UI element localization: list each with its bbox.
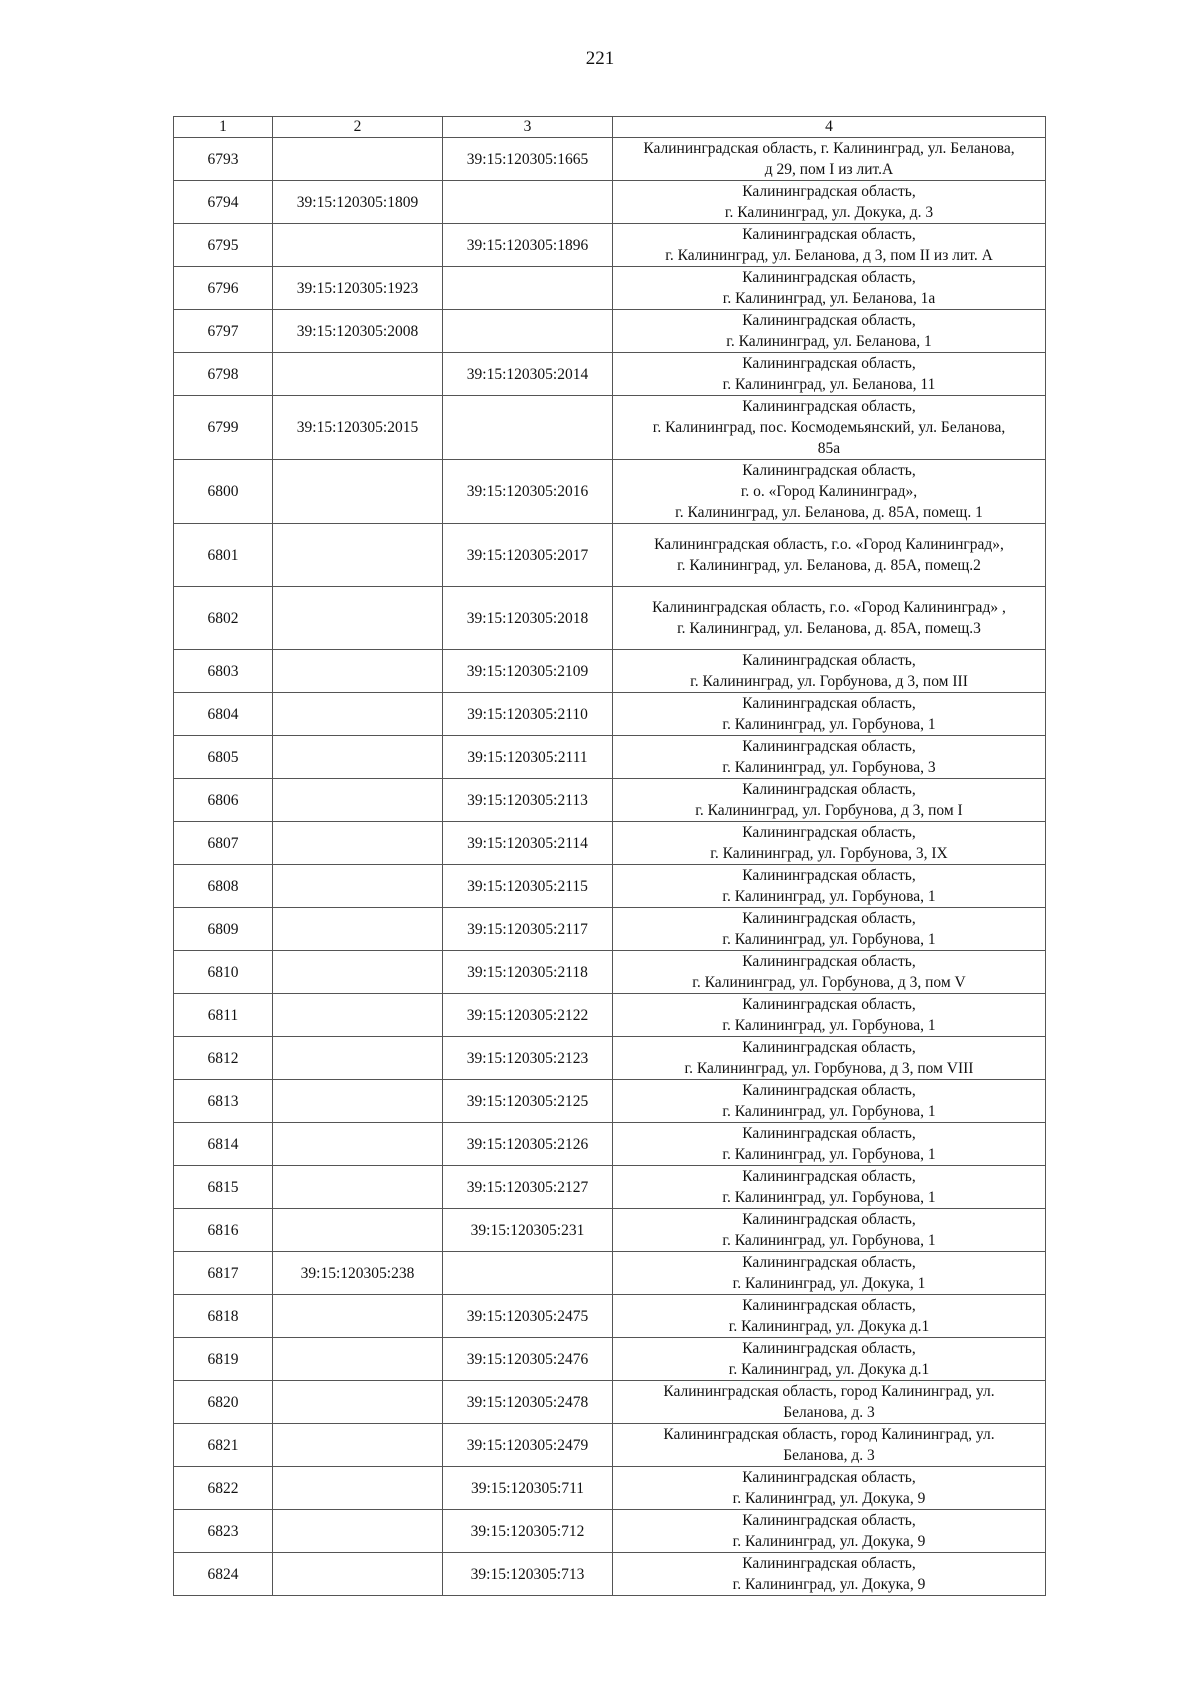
row-number: 6810	[174, 951, 273, 994]
table-row	[174, 1252, 1046, 1295]
cadastral-number-col2: 39:15:120305:1809	[273, 181, 443, 224]
table-row	[174, 1510, 1046, 1553]
address-line: Калининградская область,	[742, 1168, 916, 1185]
address-line: г. Калининград, ул. Беланова, 11	[722, 376, 936, 393]
address-line: г. Калининград, ул. Докука, 9	[732, 1533, 926, 1550]
address-line: Калининградская область,	[742, 1469, 916, 1486]
cadastral-number-col2	[273, 693, 443, 736]
address-line: г. Калининград, ул. Горбунова, д 3, пом VIII	[684, 1060, 974, 1077]
cadastral-number-col3	[443, 267, 613, 310]
table-row	[174, 865, 1046, 908]
address-line: Калининградская область, город Калининград, ул.	[663, 1383, 995, 1400]
cadastral-number-col3: 39:15:120305:2125	[443, 1080, 613, 1123]
cadastral-number-col3: 39:15:120305:2113	[443, 779, 613, 822]
address-cell	[613, 224, 1046, 267]
cadastral-number-col2	[273, 951, 443, 994]
cadastral-number-col3: 39:15:120305:2018	[443, 587, 613, 650]
table-row	[174, 736, 1046, 779]
address-line: Калининградская область,	[742, 953, 916, 970]
cadastral-number-col2	[273, 224, 443, 267]
address-cell	[613, 1510, 1046, 1553]
header-col-3: 3	[443, 117, 613, 138]
row-number: 6803	[174, 650, 273, 693]
cadastral-number-col3: 39:15:120305:2114	[443, 822, 613, 865]
row-number: 6811	[174, 994, 273, 1037]
address-line: Калининградская область,	[742, 1125, 916, 1142]
table-row	[174, 587, 1046, 650]
address-cell	[613, 1424, 1046, 1467]
address-cell	[613, 310, 1046, 353]
address-cell	[613, 267, 1046, 310]
table-row	[174, 1209, 1046, 1252]
address-cell	[613, 1553, 1046, 1596]
address-line: г. Калининград, ул. Горбунова, 1	[722, 716, 936, 733]
address-cell	[613, 1037, 1046, 1080]
address-line: г. Калининград, ул. Горбунова, д 3, пом III	[690, 673, 968, 690]
address-cell	[613, 1338, 1046, 1381]
row-number: 6819	[174, 1338, 273, 1381]
row-number: 6806	[174, 779, 273, 822]
table-row	[174, 693, 1046, 736]
table-row	[174, 908, 1046, 951]
cadastral-number-col2	[273, 865, 443, 908]
table-row	[174, 267, 1046, 310]
cadastral-number-col2: 39:15:120305:1923	[273, 267, 443, 310]
address-line: Калининградская область,	[742, 462, 916, 479]
address-line: г. Калининград, ул. Беланова, д. 85А, помещ. 1	[675, 504, 983, 521]
address-cell	[613, 736, 1046, 779]
address-line: Калининградская область,	[742, 781, 916, 798]
address-cell	[613, 1252, 1046, 1295]
cadastral-number-col2	[273, 524, 443, 587]
address-line: Калининградская область,	[742, 355, 916, 372]
table-row	[174, 1123, 1046, 1166]
cadastral-number-col2	[273, 353, 443, 396]
address-line: г. Калининград, ул. Горбунова, д 3, пом V	[692, 974, 966, 991]
cadastral-number-col2	[273, 1338, 443, 1381]
row-number: 6822	[174, 1467, 273, 1510]
row-number: 6795	[174, 224, 273, 267]
cadastral-number-col2	[273, 736, 443, 779]
row-number: 6802	[174, 587, 273, 650]
address-line: г. Калининград, ул. Беланова, д 3, пом II из лит. А	[665, 247, 993, 264]
table-row	[174, 650, 1046, 693]
address-line: Калининградская область,	[742, 1512, 916, 1529]
address-line: г. Калининград, ул. Горбунова, 1	[722, 931, 936, 948]
cadastral-number-col2	[273, 460, 443, 524]
address-line: Калининградская область,	[742, 867, 916, 884]
cadastral-number-col2	[273, 822, 443, 865]
address-line: г. Калининград, ул. Докука д.1	[728, 1361, 930, 1378]
cadastral-number-col3: 39:15:120305:711	[443, 1467, 613, 1510]
address-line: г. Калининград, ул. Горбунова, 1	[722, 888, 936, 905]
cadastral-number-col2: 39:15:120305:2015	[273, 396, 443, 460]
address-line: Калининградская область,	[742, 1254, 916, 1271]
address-line: Калининградская область,	[742, 996, 916, 1013]
cadastral-number-col2	[273, 1467, 443, 1510]
address-cell	[613, 779, 1046, 822]
table-body	[174, 138, 1046, 1596]
cadastral-number-col3: 39:15:120305:2478	[443, 1381, 613, 1424]
cadastral-number-col2	[273, 650, 443, 693]
row-number: 6815	[174, 1166, 273, 1209]
address-line: г. Калининград, ул. Беланова, 1	[726, 333, 932, 350]
cadastral-number-col3: 39:15:120305:2118	[443, 951, 613, 994]
cadastral-number-col3: 39:15:120305:2126	[443, 1123, 613, 1166]
cadastral-number-col3: 39:15:120305:2111	[443, 736, 613, 779]
address-line: г. Калининград, ул. Докука, 9	[732, 1490, 926, 1507]
address-line: г. Калининград, ул. Докука, 9	[732, 1576, 926, 1593]
cadastral-number-col3	[443, 310, 613, 353]
cadastral-number-col2	[273, 1510, 443, 1553]
address-line: г. Калининград, ул. Горбунова, д 3, пом I	[695, 802, 963, 819]
table-row	[174, 224, 1046, 267]
table-row	[174, 310, 1046, 353]
address-cell	[613, 951, 1046, 994]
cadastral-number-col3: 39:15:120305:2475	[443, 1295, 613, 1338]
table-row	[174, 779, 1046, 822]
address-line: г. о. «Город Калининград»,	[740, 483, 918, 500]
address-line: Калининградская область,	[742, 269, 916, 286]
row-number: 6816	[174, 1209, 273, 1252]
cadastral-number-col3: 39:15:120305:231	[443, 1209, 613, 1252]
table-row	[174, 822, 1046, 865]
address-cell	[613, 460, 1046, 524]
cadastral-number-col2: 39:15:120305:2008	[273, 310, 443, 353]
address-line: Калининградская область,	[742, 1555, 916, 1572]
row-number: 6820	[174, 1381, 273, 1424]
table-row	[174, 1166, 1046, 1209]
row-number: 6823	[174, 1510, 273, 1553]
address-line: г. Калининград, ул. Горбунова, 1	[722, 1146, 936, 1163]
header-col-2: 2	[273, 117, 443, 138]
address-line: г. Калининград, ул. Горбунова, 1	[722, 1017, 936, 1034]
address-line: г. Калининград, ул. Горбунова, 1	[722, 1232, 936, 1249]
row-number: 6804	[174, 693, 273, 736]
address-cell	[613, 1123, 1046, 1166]
address-line: г. Калининград, ул. Беланова, 1а	[722, 290, 936, 307]
table-row	[174, 994, 1046, 1037]
cadastral-number-col3	[443, 181, 613, 224]
address-cell	[613, 650, 1046, 693]
page-number: 221	[585, 48, 615, 69]
table-row	[174, 951, 1046, 994]
table-row	[174, 1037, 1046, 1080]
cadastral-number-col3: 39:15:120305:1896	[443, 224, 613, 267]
address-line: Калининградская область,	[742, 1211, 916, 1228]
address-cell	[613, 353, 1046, 396]
cadastral-number-col2	[273, 1553, 443, 1596]
address-line: Калининградская область,	[742, 695, 916, 712]
cadastral-number-col3: 39:15:120305:1665	[443, 138, 613, 181]
address-line: Калининградская область,	[742, 824, 916, 841]
table-row	[174, 1338, 1046, 1381]
address-cell	[613, 396, 1046, 460]
address-cell	[613, 1295, 1046, 1338]
address-cell	[613, 181, 1046, 224]
cadastral-number-col2	[273, 1295, 443, 1338]
cadastral-number-col3: 39:15:120305:2115	[443, 865, 613, 908]
row-number: 6807	[174, 822, 273, 865]
address-cell	[613, 994, 1046, 1037]
cadastral-number-col2	[273, 1424, 443, 1467]
table-row	[174, 181, 1046, 224]
address-cell	[613, 908, 1046, 951]
address-line: Калининградская область,	[742, 1297, 916, 1314]
cadastral-number-col2	[273, 587, 443, 650]
cadastral-number-col3: 39:15:120305:2117	[443, 908, 613, 951]
address-line: д 29, пом I из лит.А	[764, 161, 894, 178]
table-row	[174, 524, 1046, 587]
address-line: г. Калининград, пос. Космодемьянский, ул. Беланова,	[652, 419, 1006, 436]
row-number: 6797	[174, 310, 273, 353]
address-line: Калининградская область,	[742, 226, 916, 243]
address-cell	[613, 138, 1046, 181]
table-row	[174, 1295, 1046, 1338]
row-number: 6801	[174, 524, 273, 587]
address-cell	[613, 1080, 1046, 1123]
row-number: 6812	[174, 1037, 273, 1080]
table-row	[174, 1381, 1046, 1424]
address-cell	[613, 1381, 1046, 1424]
address-line: Калининградская область,	[742, 910, 916, 927]
cadastral-number-col2	[273, 908, 443, 951]
address-line: Беланова, д. 3	[783, 1404, 875, 1421]
cadastral-number-col3: 39:15:120305:2476	[443, 1338, 613, 1381]
table-row	[174, 353, 1046, 396]
header-row	[174, 117, 1046, 138]
cadastral-number-col3	[443, 396, 613, 460]
cadastral-number-col3: 39:15:120305:2017	[443, 524, 613, 587]
cadastral-number-col3: 39:15:120305:2109	[443, 650, 613, 693]
cadastral-number-col3: 39:15:120305:2123	[443, 1037, 613, 1080]
address-line: Калининградская область,	[742, 312, 916, 329]
address-cell	[613, 693, 1046, 736]
address-line: г. Калининград, ул. Докука, д. 3	[724, 204, 934, 221]
row-number: 6794	[174, 181, 273, 224]
row-number: 6798	[174, 353, 273, 396]
row-number: 6805	[174, 736, 273, 779]
address-line: Калининградская область,	[742, 652, 916, 669]
table-row	[174, 1467, 1046, 1510]
cadastral-number-col2	[273, 1123, 443, 1166]
table-row	[174, 396, 1046, 460]
registry-table	[173, 116, 1046, 1596]
header-col-1: 1	[174, 117, 273, 138]
address-line: Калининградская область, город Калининград, ул.	[663, 1426, 995, 1443]
table-header	[174, 117, 1046, 138]
row-number: 6821	[174, 1424, 273, 1467]
address-cell	[613, 1209, 1046, 1252]
address-line: 85а	[817, 440, 841, 457]
row-number: 6799	[174, 396, 273, 460]
address-line: Беланова, д. 3	[783, 1447, 875, 1464]
address-line: г. Калининград, ул. Горбунова, 1	[722, 1103, 936, 1120]
row-number: 6809	[174, 908, 273, 951]
address-line: Калининградская область, г.о. «Город Калининград»,	[654, 536, 1004, 553]
cadastral-number-col3: 39:15:120305:2122	[443, 994, 613, 1037]
address-line: Калининградская область,	[742, 1039, 916, 1056]
table-row	[174, 460, 1046, 524]
address-line: Калининградская область,	[742, 1082, 916, 1099]
header-col-4: 4	[613, 117, 1046, 138]
row-number: 6814	[174, 1123, 273, 1166]
address-line: Калининградская область, г.о. «Город Калининград» ,	[652, 599, 1006, 616]
address-line: г. Калининград, ул. Беланова, д. 85А, помещ.2	[677, 557, 981, 574]
row-number: 6813	[174, 1080, 273, 1123]
table-row	[174, 1080, 1046, 1123]
address-line: г. Калининград, ул. Беланова, д. 85А, помещ.3	[677, 620, 981, 637]
address-cell	[613, 587, 1046, 650]
table-row	[174, 1424, 1046, 1467]
address-line: Калининградская область,	[742, 738, 916, 755]
row-number: 6793	[174, 138, 273, 181]
row-number: 6800	[174, 460, 273, 524]
cadastral-number-col2	[273, 1209, 443, 1252]
address-line: г. Калининград, ул. Докука д.1	[728, 1318, 930, 1335]
address-line: г. Калининград, ул. Горбунова, 3, IX	[710, 845, 948, 862]
cadastral-number-col2	[273, 1037, 443, 1080]
row-number: 6796	[174, 267, 273, 310]
cadastral-number-col2	[273, 994, 443, 1037]
cadastral-number-col3: 39:15:120305:2014	[443, 353, 613, 396]
cadastral-number-col3	[443, 1252, 613, 1295]
address-line: г. Калининград, ул. Горбунова, 3	[722, 759, 936, 776]
cadastral-number-col2	[273, 1080, 443, 1123]
address-line: Калининградская область,	[742, 183, 916, 200]
address-line: г. Калининград, ул. Горбунова, 1	[722, 1189, 936, 1206]
cadastral-number-col3: 39:15:120305:2127	[443, 1166, 613, 1209]
cadastral-number-col3: 39:15:120305:2016	[443, 460, 613, 524]
cadastral-number-col3: 39:15:120305:712	[443, 1510, 613, 1553]
table-row	[174, 138, 1046, 181]
address-cell	[613, 524, 1046, 587]
table-row	[174, 1553, 1046, 1596]
row-number: 6824	[174, 1553, 273, 1596]
cadastral-number-col2	[273, 779, 443, 822]
row-number: 6808	[174, 865, 273, 908]
address-line: г. Калининград, ул. Докука, 1	[732, 1275, 926, 1292]
address-cell	[613, 1166, 1046, 1209]
cadastral-number-col2	[273, 138, 443, 181]
row-number: 6817	[174, 1252, 273, 1295]
address-line: Калининградская область,	[742, 398, 916, 415]
cadastral-number-col3: 39:15:120305:2479	[443, 1424, 613, 1467]
cadastral-number-col2	[273, 1381, 443, 1424]
cadastral-number-col2: 39:15:120305:238	[273, 1252, 443, 1295]
address-cell	[613, 1467, 1046, 1510]
cadastral-number-col3: 39:15:120305:713	[443, 1553, 613, 1596]
row-number: 6818	[174, 1295, 273, 1338]
address-line: Калининградская область,	[742, 1340, 916, 1357]
cadastral-number-col2	[273, 1166, 443, 1209]
address-line: Калининградская область, г. Калининград, ул. Беланова,	[643, 140, 1015, 157]
address-cell	[613, 822, 1046, 865]
address-cell	[613, 865, 1046, 908]
cadastral-number-col3: 39:15:120305:2110	[443, 693, 613, 736]
